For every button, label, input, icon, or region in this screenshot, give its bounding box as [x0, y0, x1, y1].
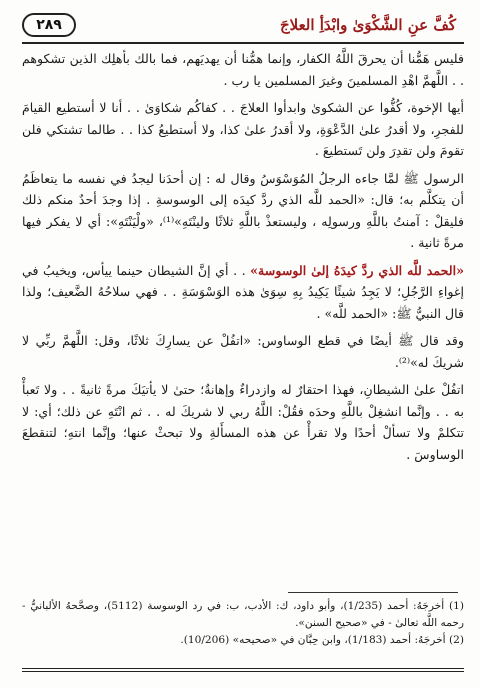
paragraph-2: أيها الإخوة، كُفُّوا عن الشكوىٰ وابدأوا العلاجَ . . كفاكُم شكاوَىٰ . . أنا لا أستطيع القيامَ للفجرِ، ولا أقدرُ علىٰ الدَّعْوَةِ، ولا أقدرُ علىٰ كذا، ولا أستطيعُ كذا . . طالما تشتكي فلن تقومَ ولن تقدِرَ ولن تَستطيعَ . [22, 100, 464, 158]
page-bottom-rule [22, 668, 464, 669]
paragraph-4-text: . . أي إنَّ الشيطان حينما ييأس، ويخيبُ في إغواءِ الرَّجُلِ؛ لا يَجِدُ شيئًا يَكِيدُ بِهِ سِوَىٰ هذه الوَسْوَسَةِ . . فهي سلاحُهُ الضَّعيف؛ ولذا قال النبيُّ ﷺ: «الحمد للَّه» . [22, 262, 464, 321]
main-text [22, 48, 464, 470]
running-title: كُفَّ عنِ الشَّكْوَىٰ وابْدَأِ العلاجَ [279, 16, 456, 34]
footnote-divider [288, 592, 458, 593]
header-divider [22, 42, 464, 44]
page-bottom-rule-thin [22, 671, 464, 672]
paragraph-5: وقد قال ﷺ أيضًا في قطع الوساوس: «اتفُلْ عن يسارِكَ ثلاثًا، وقل: اللَّهمَّ ربِّي لا شريكَ له»⁽²⁾. [22, 333, 464, 370]
paragraph-1: فليس هَمُّنا أن يحرقَ اللَّهُ الكفار، وإنما همُّنا أن يهديَهم، فما بالك بأهلِك الذين تشكوهم . . اللَّهمَّ اهْدِ المسلمينَ وغيرَ المسلمين يا رب . [22, 51, 464, 88]
footnote-1: (1) أخرجَهُ: أحمد (1/235)، وأبو داود، ك: الأدب، ب: في رد الوسوسة (5112)، وصحَّحهُ الألبانيُّ - رحمه اللَّه تعالىٰ - في «صحيح السنن». [22, 600, 464, 629]
paragraph-6: اتفُلْ علىٰ الشيطانِ، فهذا احتقارٌ له وازدراءٌ وإهانةٌ؛ حتىٰ لا يأتيَكَ مرةً ثانيةً . . ولا تَعبأْ به . . وإنَّما انشغِلْ باللَّهِ وحدَه فقُلْ: اللَّهُ ربي لا شريكَ له . . ثم انْتَهِ عن ذلك؛ أي: لا تتكلمْ ولا تسألْ أحدًا ولا تقرأْ عن هذه المسأَلةِ ولا تبحثْ عنها؛ وإنَّما انتهِ؛ لتنقطعَ الوساوسَ . [22, 382, 464, 462]
highlighted-quote: «الحمد للَّه الذي ردَّ كيدَهُ إلىٰ الوسوسة» [250, 262, 464, 278]
page-header [22, 10, 462, 40]
paragraph-4 [22, 260, 464, 325]
footnote-2: (2) أخرجَهُ: أحمد (1/183)، وابن حِبَّان في «صحيحه» (10/206). [180, 634, 464, 646]
footnotes [22, 598, 464, 649]
page-number-badge: ٢٨٩ [22, 13, 76, 37]
paragraph-3: الرسول ﷺ لمَّا جاءه الرجلُ المُوَسْوَسُ وقال له : إن أحدَنا ليجدُ في نفسه ما يتعاظَمُ أن يتكلَّم به؛ قال: «الحمد للَّه الذي ردَّ كيدَه إلى الوسوسةِ . إذا وجدَ أحدٌ منكم ذلك فليقلْ : آمنتُ باللَّهِ ورسولِه ، وليستعذْ باللَّهِ ثلاثًا ولينْتَهِ»⁽¹⁾، «ولْيَنْتَهِ»: أي لا يفكر فيها مرةً ثانية . [22, 170, 464, 250]
